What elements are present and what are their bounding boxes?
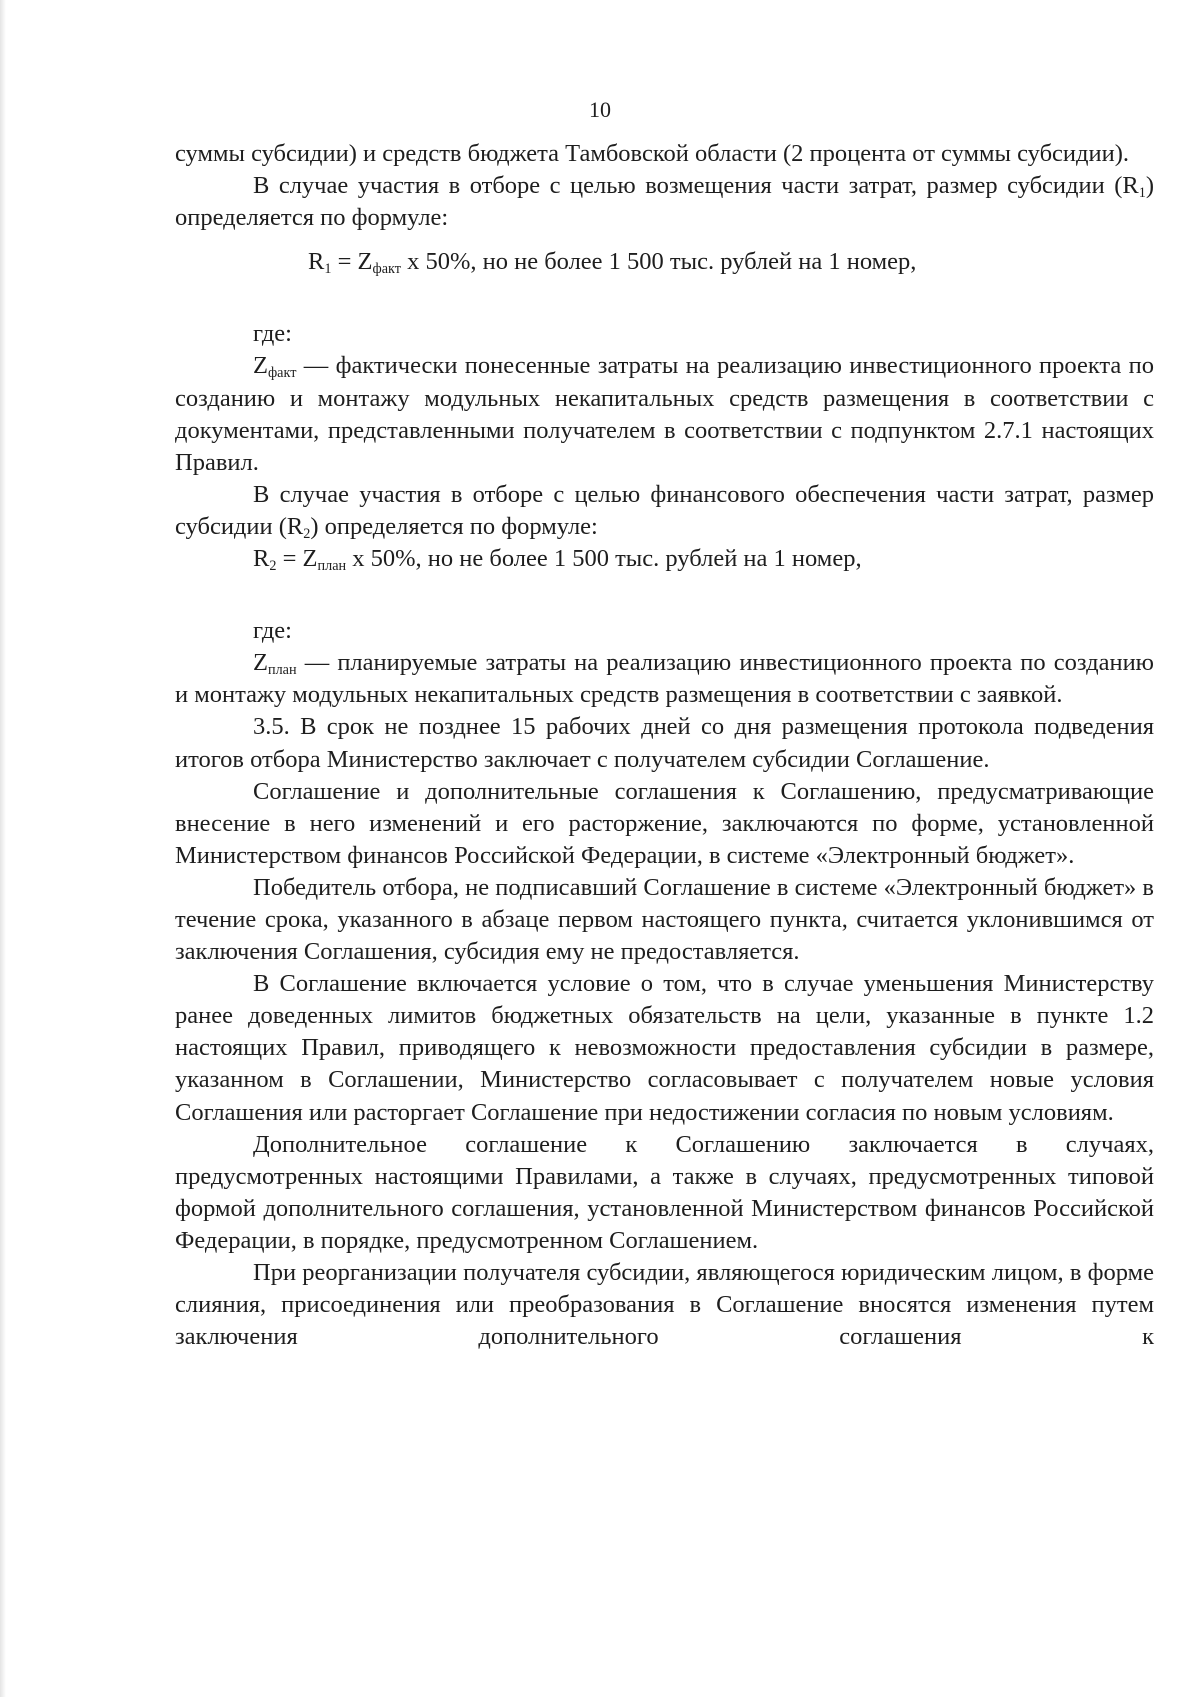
definition-z-fact: $Z_{факт}$ — фактически понесенные затраты на реализацию инвестиционного проекта по созданию и монтажу модульных некапитальных средств размещения в соответствии с документами, представленными получателем в соответствии с подпунктом 2.7.1 настоящих Правил. bbox=[175, 352, 1154, 476]
paragraph-agreement-form: Соглашение и дополнительные соглашения к Соглашению, предусматривающие внесение в него изменений и его расторжение, заключаются по форме, установленной Министерством финансов Российской Федерации, в системе «Электронный бюджет». bbox=[175, 777, 1154, 869]
page-number: 10 bbox=[589, 97, 611, 122]
where-label-2: где: bbox=[253, 617, 292, 645]
paragraph-continuation: суммы субсидии) и средств бюджета Тамбовской области (2 процента от суммы субсидии). bbox=[175, 140, 1129, 167]
paragraph-winner: Победитель отбора, не подписавший Соглашение в системе «Электронный бюджет» в течение срока, указанного в абзаце первом настоящего пункта, считается уклонившимся от заключения Соглашения, субсидия ему не предоставляется. bbox=[175, 873, 1154, 966]
formula-r2: $R_2 = Z_{план}$ х 50%, но не более 1 500 тыс. рублей на 1 номер, bbox=[253, 545, 862, 574]
where-label-1: где: bbox=[253, 320, 292, 348]
paragraph-reorganization: При реорганизации получателя субсидии, являющегося юридическим лицом, в форме слияния, присоединения или преобразования в Соглашение вносятся изменения путем заключения дополнительного соглашения к bbox=[175, 1259, 1154, 1351]
scan-edge-shadow bbox=[0, 0, 6, 1697]
paragraph-compensation-case: В случае участия в отборе с целью возмещения части затрат, размер субсидии $(R_1)$ определяется по формуле: bbox=[175, 172, 1154, 232]
paragraph-financing-case: В случае участия в отборе с целью финансового обеспечения части затрат, размер субсидии $(R_2)$ определяется по формуле: bbox=[175, 480, 1154, 542]
definition-z-plan: $Z_{план}$ — планируемые затраты на реализацию инвестиционного проекта по созданию и монтажу модульных некапитальных средств размещения в соответствии с заявкой. bbox=[175, 649, 1154, 709]
document-body bbox=[175, 138, 1154, 1353]
paragraph-3-5: 3.5. В срок не позднее 15 рабочих дней со дня размещения протокола подведения итогов отбора Министерство заключает с получателем субсидии Соглашение. bbox=[175, 713, 1154, 773]
paragraph-additional-agreement: Дополнительное соглашение к Соглашению заключается в случаях, предусмотренных настоящими Правилами, а также в случаях, предусмотренных типовой формой дополнительного соглашения, установленной Министерством финансов Российской Федерации, в порядке, предусмотренном Соглашением. bbox=[175, 1130, 1154, 1254]
formula-r1: $R_1 = Z_{факт}$ х 50%, но не более 1 500 тыс. рублей на 1 номер, bbox=[308, 248, 917, 278]
paragraph-limits: В Соглашение включается условие о том, что в случае уменьшения Министерству ранее доведенных лимитов бюджетных обязательств на цели, указанные в пункте 1.2 настоящих Правил, приводящего к невозможности предоставления субсидии в размере, указанном в Соглашении, Министерство согласовывает с получателем новые условия Соглашения или расторгает Соглашение при недостижении согласия по новым условиям. bbox=[175, 970, 1154, 1126]
